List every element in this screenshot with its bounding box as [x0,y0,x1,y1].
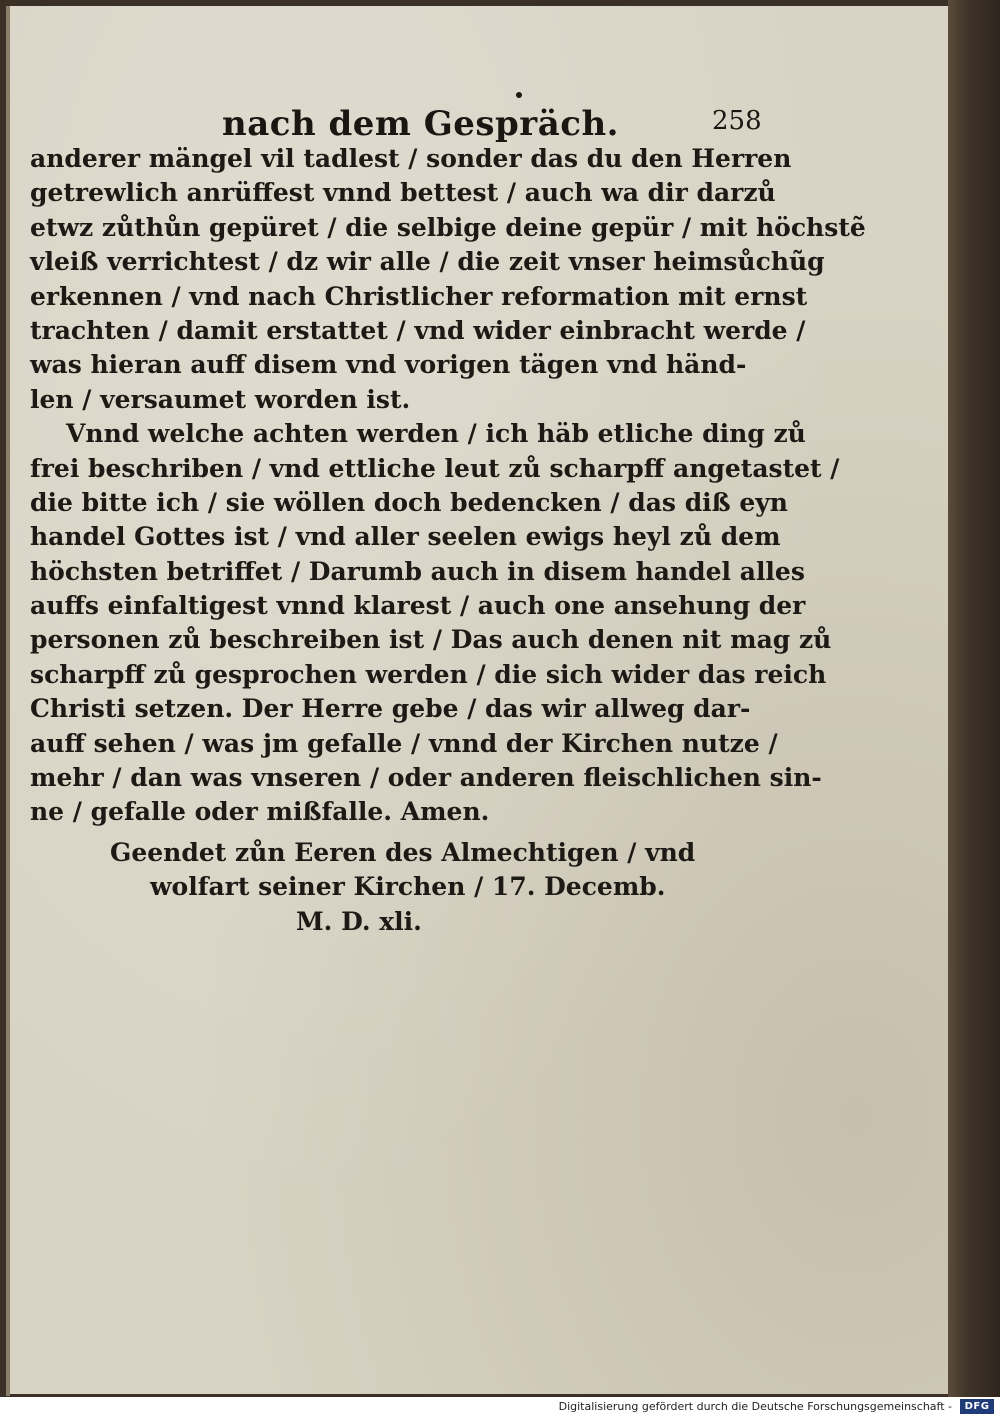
text-line: Vnnd welche achten werden / ich häb etliche ding zů [66,419,806,449]
text-line: trachten / damit erstattet / vnd wider einbracht werde / [30,315,806,345]
text-line: höchsten betriffet / Darumb auch in disem handel alles [30,556,805,586]
text-line: erkennen / vnd nach Christlicher reformation mit ernst [30,281,808,311]
page-gutter-shadow [948,0,1000,1397]
text-line: auffs einfaltigest vnnd klarest / auch one ansehung der [30,591,806,621]
text-line: frei beschriben / vnd ettliche leut zů scharpff angetastet / [30,453,840,483]
digitization-footer [0,1397,1000,1418]
text-line: Christi setzen. Der Herre gebe / das wir allweg dar- [30,694,751,724]
text-line: auff sehen / was jm gefalle / vnnd der Kirchen nutze / [30,728,778,758]
text-line: die bitte ich / sie wöllen doch bedencken / das diß eyn [30,487,788,517]
ink-dot [516,92,522,98]
text-line: vleiß verrichtest / dz wir alle / die zeit vnser heimsůchũg [30,247,825,277]
text-line: handel Gottes ist / vnd aller seelen ewigs heyl zů dem [30,522,781,552]
funding-credit: Digitalisierung gefördert durch die Deutsche Forschungsgemeinschaft - [558,1400,952,1413]
body-text [30,142,866,830]
colophon-line: Geendet zůn Eeren des Almechtigen / vnd [110,838,696,867]
text-line: anderer mängel vil tadlest / sonder das du den Herren [30,144,792,173]
running-head: nach dem Gespräch. [222,104,620,144]
page-number: 258 [712,106,762,136]
colophon [110,836,696,939]
text-line: was hieran auff disem vnd vorigen tägen vnd händ- [30,350,747,380]
dfg-logo-icon: DFG [960,1399,994,1414]
page-edge [6,6,10,1396]
text-line: ne / gefalle oder mißfalle. Amen. [30,797,490,827]
colophon-line: wolfart seiner Kirchen / 17. Decemb. [150,872,666,902]
text-line: etwz zůthůn gepüret / die selbige deine gepür / mit höchstẽ [30,212,866,242]
text-line: scharpff zů gesprochen werden / die sich wider das reich [30,659,827,689]
text-line: mehr / dan was vnseren / oder anderen fleischlichen sin- [30,763,822,793]
text-line: getrewlich anrüffest vnnd bettest / auch wa dir darzů [30,178,776,208]
colophon-date: M. D. xli. [296,906,422,936]
text-line: personen zů beschreiben ist / Das auch denen nit mag zů [30,625,832,655]
text-line: len / versaumet worden ist. [30,384,411,414]
